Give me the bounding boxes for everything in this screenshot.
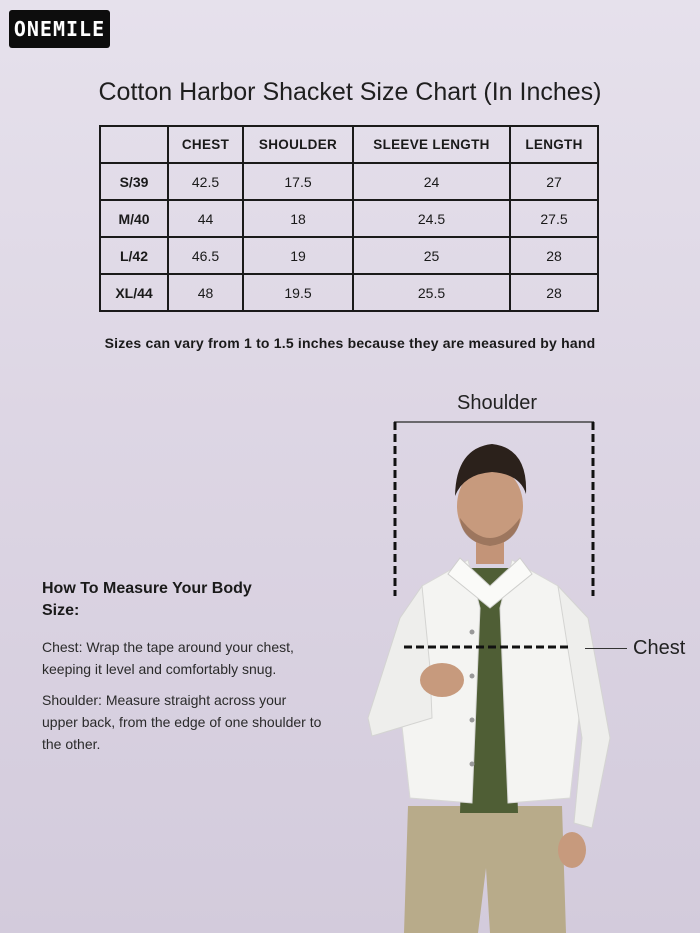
jacket-button	[470, 762, 475, 767]
cell-length: 27.5	[510, 200, 598, 237]
row-size: L/42	[100, 237, 168, 274]
page-title: Cotton Harbor Shacket Size Chart (In Inches)	[98, 78, 602, 106]
jacket-button	[470, 630, 475, 635]
header-chest: CHEST	[168, 126, 243, 163]
right-hand	[558, 832, 586, 868]
shoulder-instructions: Shoulder: Measure straight across your upper back, from the edge of one shoulder to the other.	[42, 692, 322, 752]
row-size: M/40	[100, 200, 168, 237]
cell-length: 28	[510, 274, 598, 311]
cell-chest: 42.5	[168, 163, 243, 200]
cell-sleeve: 25	[353, 237, 510, 274]
header-shoulder: SHOULDER	[243, 126, 353, 163]
size-chart-table	[99, 125, 599, 312]
cell-length: 27	[510, 163, 598, 200]
cell-sleeve: 24.5	[353, 200, 510, 237]
jacket-button	[470, 674, 475, 679]
header-length: LENGTH	[510, 126, 598, 163]
brand-logo	[9, 10, 110, 48]
cell-shoulder: 17.5	[243, 163, 353, 200]
pants-shape	[404, 806, 566, 933]
table-header-row	[100, 126, 598, 163]
header-size	[100, 126, 168, 163]
cell-sleeve: 24	[353, 163, 510, 200]
table-row	[100, 237, 598, 274]
chest-leader-line	[585, 648, 627, 649]
logo-text: ONEMILE	[13, 17, 106, 41]
row-size: XL/44	[100, 274, 168, 311]
measure-heading: How To Measure Your Body Size:	[42, 580, 252, 619]
measurement-note: Sizes can vary from 1 to 1.5 inches because they are measured by hand	[104, 335, 596, 351]
row-size: S/39	[100, 163, 168, 200]
cell-chest: 44	[168, 200, 243, 237]
cell-chest: 46.5	[168, 237, 243, 274]
table-row	[100, 274, 598, 311]
jacket-left-sleeve	[368, 586, 432, 736]
table-row	[100, 163, 598, 200]
jacket-button	[470, 718, 475, 723]
cell-shoulder: 19	[243, 237, 353, 274]
cell-shoulder: 18	[243, 200, 353, 237]
left-hand	[420, 663, 464, 697]
chest-instructions: Chest: Wrap the tape around your chest, keeping it level and comfortably snug.	[42, 639, 294, 677]
shoulder-measure-bracket	[390, 420, 600, 600]
chest-measure-line	[404, 642, 572, 652]
chest-label: Chest	[633, 637, 686, 659]
shoulder-label: Shoulder	[457, 392, 538, 414]
cell-length: 28	[510, 237, 598, 274]
header-sleeve-length: SLEEVE LENGTH	[353, 126, 510, 163]
table-row	[100, 200, 598, 237]
cell-sleeve: 25.5	[353, 274, 510, 311]
cell-shoulder: 19.5	[243, 274, 353, 311]
cell-chest: 48	[168, 274, 243, 311]
